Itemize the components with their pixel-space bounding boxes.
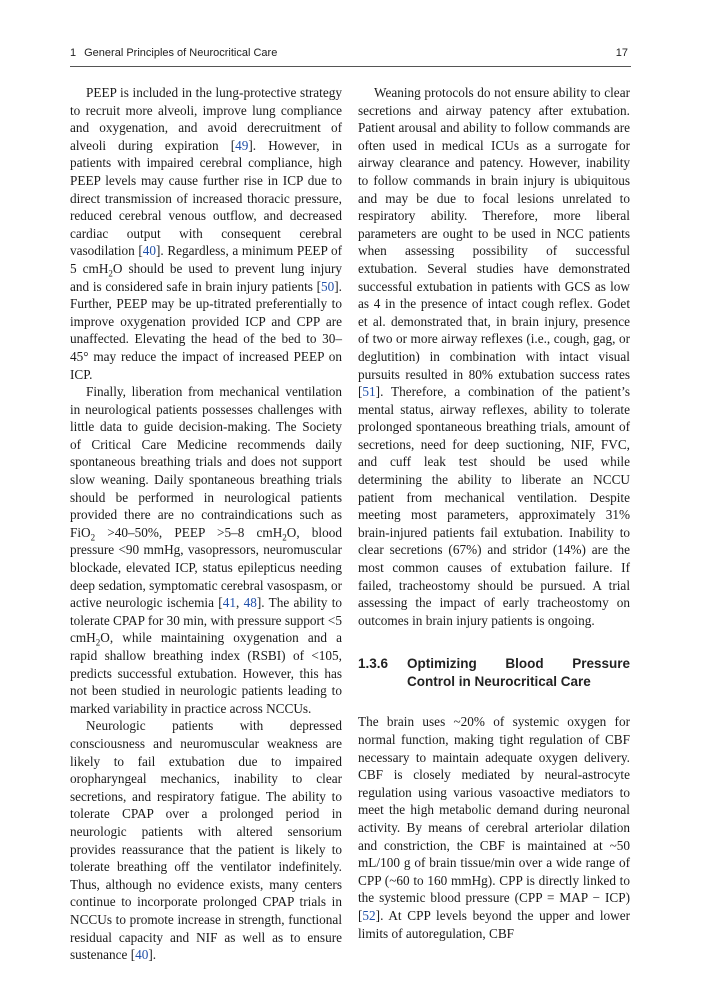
citation-link[interactable]: 48 — [243, 595, 257, 611]
section-heading — [358, 655, 630, 691]
left-column — [70, 84, 342, 964]
text-run: ]. — [148, 947, 157, 963]
text-run: PEEP is included in the lung-protective strategy to recruit more alveoli, improve lung compliance and oxygenation, and avoid derecruitment of alveoli during expiration [ — [70, 85, 342, 153]
text-run: ]. Therefore, a combination of the patient’s mental status, airway reflexes, ability to tolerate prolonged spontaneous breathing trials, amount of secretions, need for deep suctioning, NIF, FVC, and cuff leak test should be used while determining the ability to liberate an NCCU patient from mechanical ventilation. Despite meeting most parameters, approximately 31% brain-injured patients fail extubation. Inability to clear secretions (67%) and stridor (14%) are the most common causes of extubation failure. If failed, tracheostomy should be pursued. A trial assessing the impact of early tracheostomy on outcomes in brain injury patients is ongoing. — [358, 384, 630, 628]
citation-link[interactable]: 50 — [321, 278, 335, 294]
text-run: ]. Regardless, a minimum PEEP of 5 cmH — [70, 243, 342, 276]
paragraph-brain-oxygen — [358, 713, 630, 942]
chapter-heading — [70, 47, 277, 59]
citation-link[interactable]: 52 — [362, 907, 376, 923]
paragraph-peep — [70, 84, 342, 383]
text-run: ]. Further, PEEP may be up-titrated preferentially to improve oxygenation provided ICP and CPP are unaffected. Elevating the head of the bed to 30–45° may reduce the impact of increased PEEP on ICP. — [70, 278, 342, 382]
text-run: ]. The ability to tolerate CPAP for 30 min, with pressure support <5 cmH — [70, 595, 343, 646]
paragraph-liberation — [70, 383, 342, 717]
paragraph-weaning — [358, 84, 630, 629]
chapter-number: 1 — [70, 47, 77, 59]
citation-link[interactable]: 49 — [235, 137, 249, 153]
text-run: O should be used to prevent lung injury and is considered safe in brain injury patients [ — [70, 260, 342, 294]
header-rule — [70, 66, 631, 67]
citation-link[interactable]: 51 — [362, 384, 376, 400]
citation-link[interactable]: 41 — [222, 595, 236, 611]
text-run: Weaning protocols do not ensure ability to clear secretions and airway patency after extubation. Patient arousal and ability to follow commands are often used in medical ICUs as a surrogate for airway clearance and patency. However, inability to follow commands in brain injury is ubiquitous and may be due to focal lesions unrelated to respiratory ability. Therefore, more liberal parameters are ought to be used in NCC patients when assessing possibility of successful extubation. Several studies have demonstrated successful extubation in patients with GCS as low as 4 in the presence of intact cough reflex. Godet et al. demonstrated that, in brain injury, presence of two or more airway reflexes (i.e., cough, gag, or deglutition) in combination with intact visual pursuits resulted in 80% extubation success rates [ — [358, 85, 630, 400]
text-run: The brain uses ~20% of systemic oxygen for normal function, making tight regulation of CBF necessary to maintain adequate oxygen delivery. CBF is closely mediated by neural-astrocyte regulation using various vasoactive mediators to meet the high metabolic demand during neuronal activity. By means of cerebral arteriolar dilation and constriction, the CBF is maintained at ~50 mL/100 g of brain tissue/min over a wide range of CPP (~60 to 160 mmHg). CPP is directly linked to the systemic blood pressure (CPP = MAP − ICP) [ — [358, 714, 630, 923]
text-run: O, while maintaining oxygenation and a rapid shallow breathing index (RSBI) of <105, predicts successful extubation. However, this has not been studied in neurologic patients leading to marked variability in practice across NCCUs. — [70, 630, 342, 716]
paragraph-neurologic-patients — [70, 717, 342, 963]
right-column — [358, 84, 630, 942]
subscript: 2 — [95, 638, 101, 649]
citation-link[interactable]: 40 — [135, 947, 149, 963]
subscript: 2 — [108, 268, 113, 279]
subscript: 2 — [282, 532, 287, 543]
section-number: 1.3.6 — [358, 656, 389, 672]
text-run: Neurologic patients with depressed consciousness and neuromuscular weakness are likely to fail extubation due to impaired oropharyngeal mechanics, inability to clear secretions, and respiratory fatigue. The ability to tolerate CPAP over a prolonged period in neurologic patients with altered sensorium provides reassurance that the patient is likely to tolerate breathing off the ventilator indefinitely. Thus, although no evidence exists, many centers continue to incorporate prolonged CPAP trials in NCCUs to promote increase in strength, functional residual capacity and NIF as well as to ensure sustenance [ — [70, 718, 342, 963]
text-run: O, blood pressure <90 mmHg, vasopressors, neuromuscular blockade, elevated ICP, status epilepticus needing deep sedation, symptomatic cerebral vasospasm, or active neurologic ischemia [ — [70, 524, 342, 611]
page-number: 17 — [615, 47, 628, 59]
text-run: ]. At CPP levels beyond the upper and lower limits of autoregulation, CBF — [358, 907, 630, 941]
section-title: Optimizing Blood Pressure Control in Neurocritical Care — [407, 656, 630, 690]
text-run: , — [235, 595, 244, 611]
chapter-title: General Principles of Neurocritical Care — [84, 47, 278, 59]
text-run: >40–50%, PEEP >5–8 cmH — [95, 524, 283, 540]
citation-link[interactable]: 40 — [142, 243, 157, 259]
subscript: 2 — [90, 532, 96, 543]
text-run: ]. However, in patients with impaired cerebral compliance, high PEEP levels may cause further rise in ICP due to direct transmission of increased thoracic pressure, reduced cerebral venous outflow, and decreased cardiac output with consequent cerebral vasodilation [ — [70, 137, 343, 259]
text-run: Finally, liberation from mechanical ventilation in neurological patients possesses challenges with little data to guide decision-making. The Society of Critical Care Medicine recommends daily spontaneous breathing trials and does not support slow weaning. Daily spontaneous breathing trials should be performed in neurological patients provided there are no contraindications such as FiO — [70, 384, 342, 540]
